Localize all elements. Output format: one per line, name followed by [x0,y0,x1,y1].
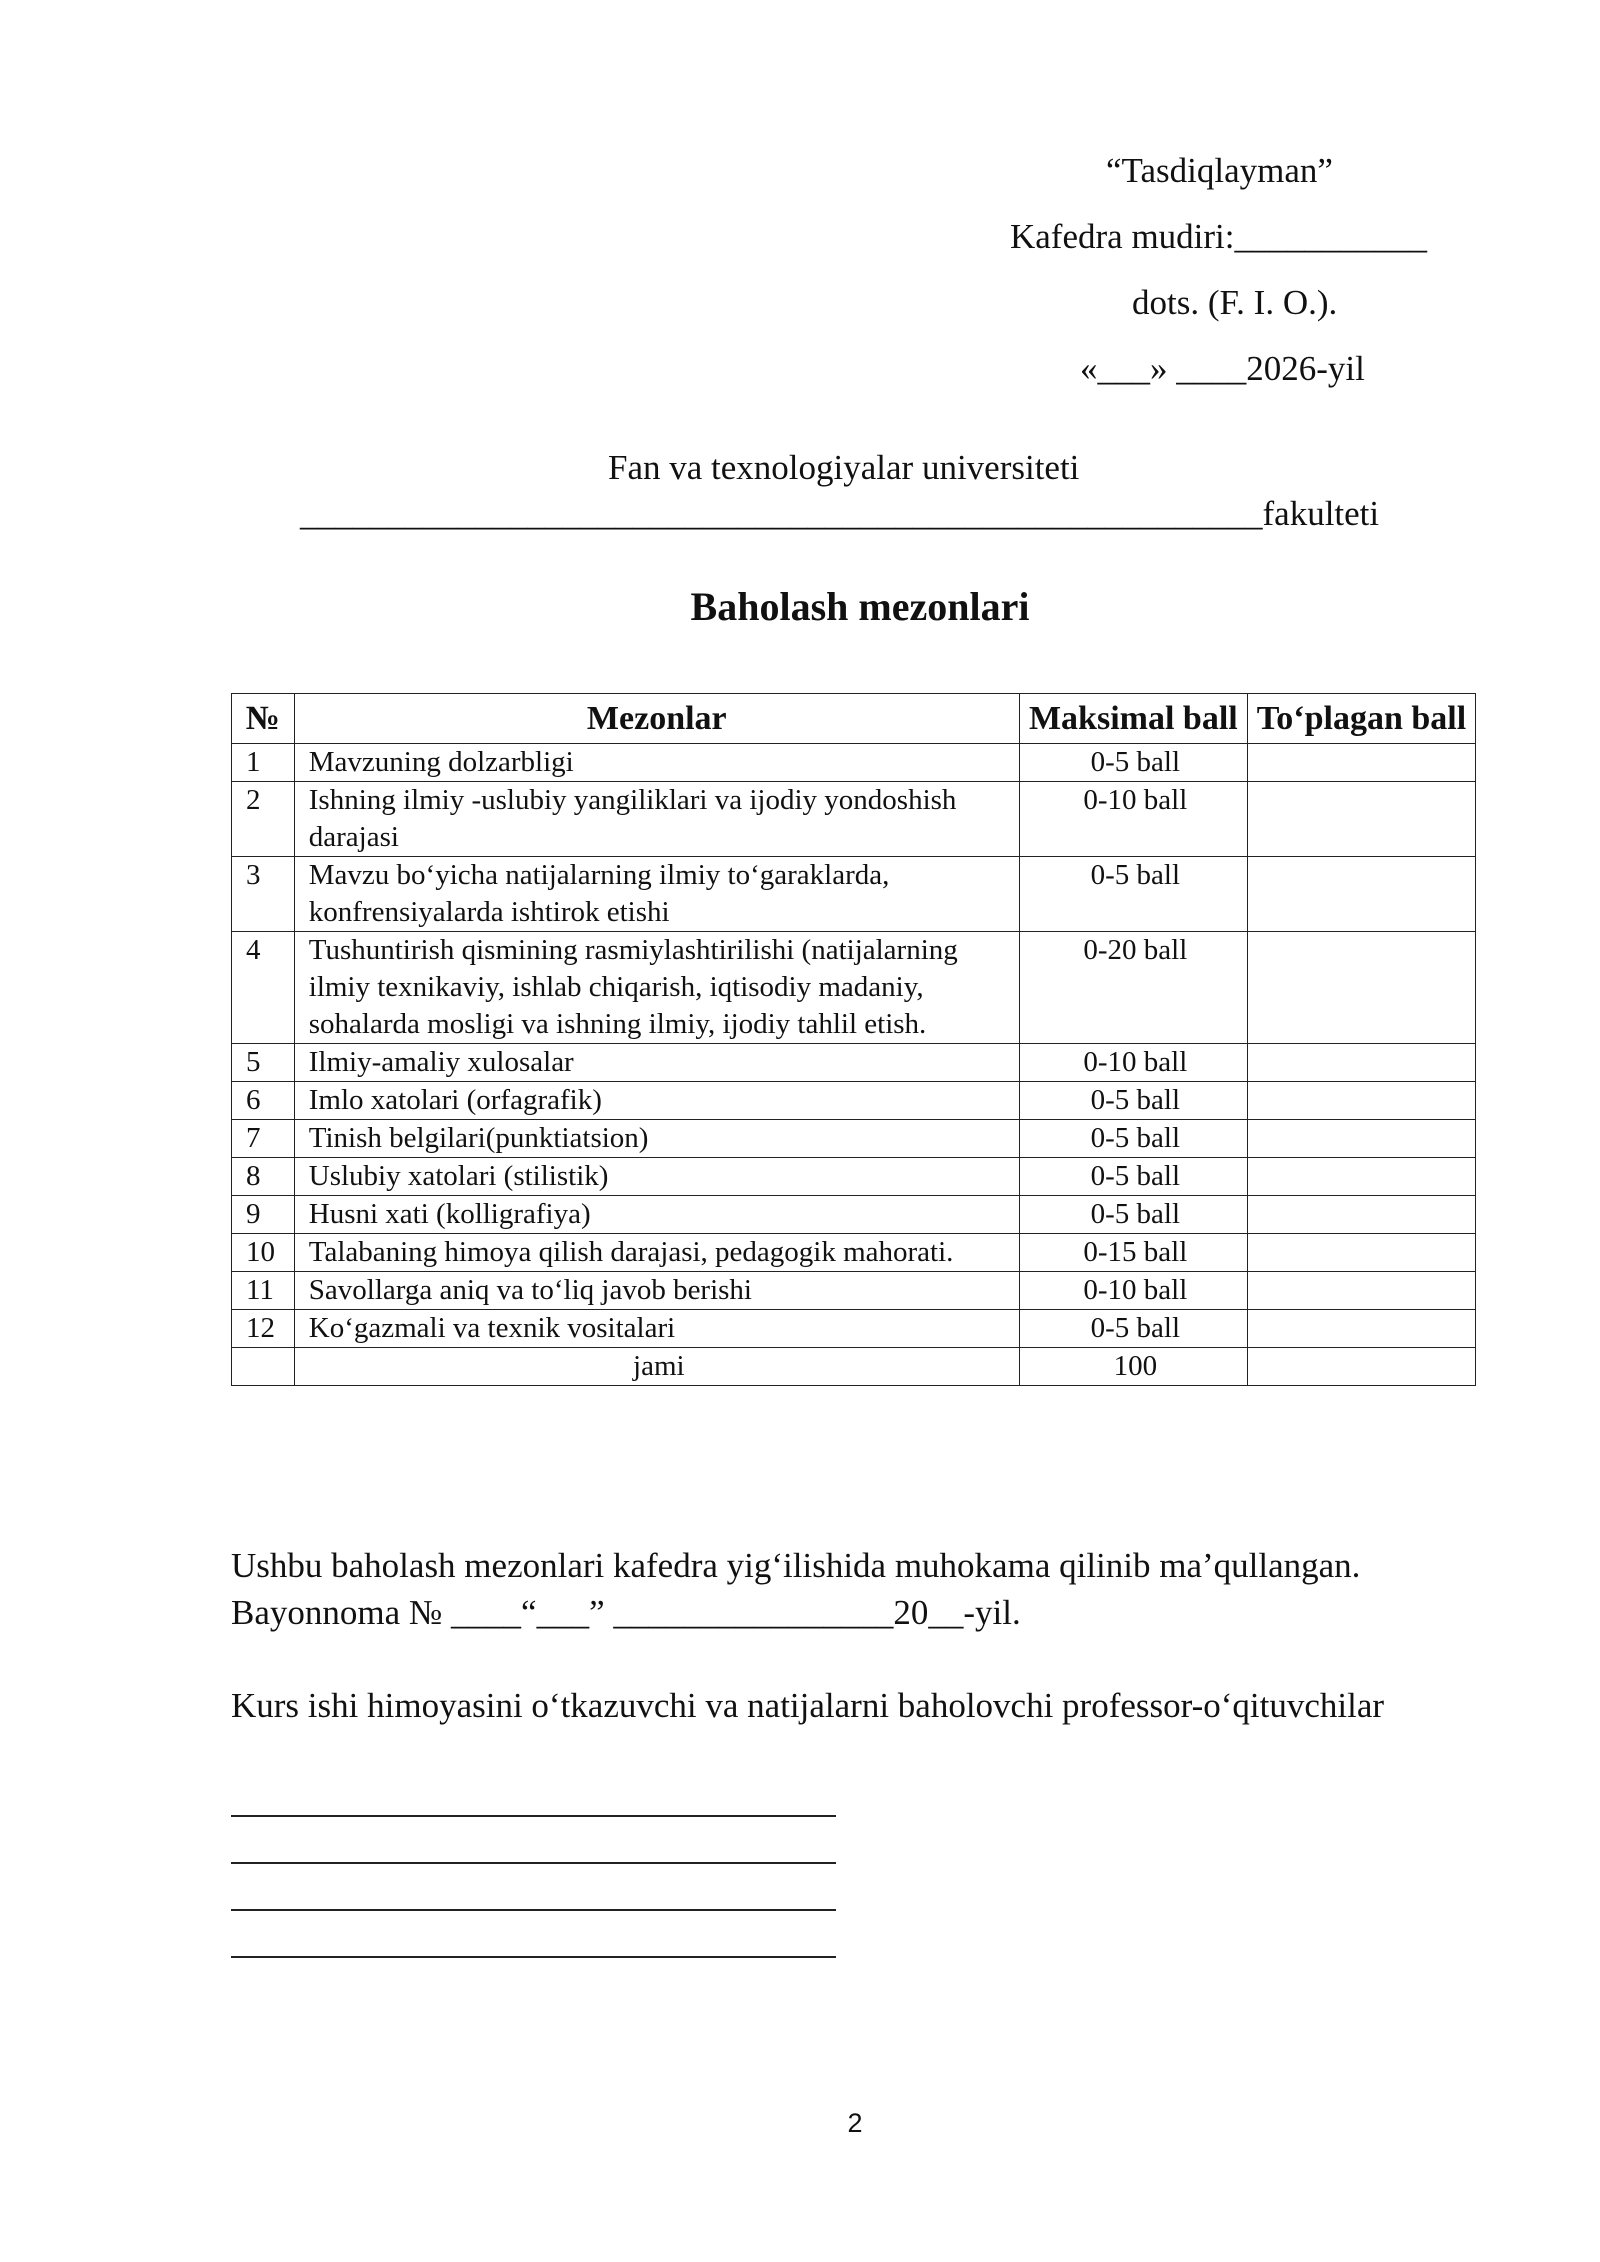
header-max-score: Maksimal ball [1019,694,1247,744]
row-number: 9 [232,1196,295,1234]
total-number [232,1348,295,1386]
row-earned-score [1247,932,1475,1044]
total-max-score: 100 [1019,1348,1247,1386]
header-earned-score: To‘plagan ball [1247,694,1475,744]
page-title: Baholash mezonlari [690,584,1030,629]
row-criteria: Ko‘gazmali va texnik vositalari [294,1310,1019,1348]
row-earned-score [1247,1120,1475,1158]
table-row [232,1196,1476,1234]
row-criteria: Imlo xatolari (orfagrafik) [294,1082,1019,1120]
table-row [232,1044,1476,1082]
row-criteria: Tushuntirish qismining rasmiylashtirilishi (natijalarning ilmiy texnikaviy, ishlab chiqarish, iqtisodiy madaniy, sohalarda mosligi va ishning ilmiy, ijodiy tahlil etish. [294,932,1019,1044]
row-earned-score [1247,857,1475,932]
row-max-score: 0-15 ball [1019,1234,1247,1272]
row-criteria: Talabaning himoya qilish darajasi, pedagogik mahorati. [294,1234,1019,1272]
row-max-score: 0-10 ball [1019,1272,1247,1310]
row-number: 7 [232,1120,295,1158]
table-row [232,1120,1476,1158]
row-earned-score [1247,1310,1475,1348]
total-label: jami [294,1348,1019,1386]
table-row [232,744,1476,782]
signature-line [231,1864,836,1911]
faculty-line: _______________________________________________________fakulteti [300,494,1380,533]
signature-lines [231,1770,836,1958]
header-criteria: Mezonlar [294,694,1019,744]
row-earned-score [1247,1044,1475,1082]
row-max-score: 0-5 ball [1019,744,1247,782]
page-number: 2 [847,2108,863,2138]
row-earned-score [1247,744,1475,782]
signature-line [231,1770,836,1817]
row-max-score: 0-5 ball [1019,1158,1247,1196]
row-max-score: 0-5 ball [1019,1310,1247,1348]
table-row [232,1082,1476,1120]
row-earned-score [1247,1234,1475,1272]
row-criteria: Uslubiy xatolari (stilistik) [294,1158,1019,1196]
row-criteria: Tinish belgilari(punktiatsion) [294,1120,1019,1158]
table-row [232,782,1476,857]
row-earned-score [1247,1158,1475,1196]
university-name: Fan va texnologiyalar universiteti [608,448,1080,487]
table-row [232,857,1476,932]
row-number: 5 [232,1044,295,1082]
row-earned-score [1247,1082,1475,1120]
table-row [232,1272,1476,1310]
table-row [232,932,1476,1044]
row-number: 10 [232,1234,295,1272]
row-criteria: Husni xati (kolligrafiya) [294,1196,1019,1234]
row-criteria: Savollarga aniq va to‘liq javob berishi [294,1272,1019,1310]
row-criteria: Ilmiy-amaliy xulosalar [294,1044,1019,1082]
row-number: 11 [232,1272,295,1310]
row-number: 8 [232,1158,295,1196]
table-row [232,1158,1476,1196]
row-earned-score [1247,1196,1475,1234]
row-max-score: 0-5 ball [1019,1196,1247,1234]
approval-note-text: Ushbu baholash mezonlari kafedra yig‘ilishida muhokama qilinib ma’qullangan. [231,1546,1361,1585]
department-head-line: Kafedra mudiri:___________ [1010,217,1427,256]
table-row [232,1310,1476,1348]
header-no: № [232,694,295,744]
docent-name-line: dots. (F. I. O.). [1132,283,1338,322]
criteria-table [231,693,1476,1386]
row-earned-score [1247,782,1475,857]
row-number: 1 [232,744,295,782]
total-earned-score [1247,1348,1475,1386]
approval-block [980,138,1540,402]
approval-date-line: «___» ____2026-yil [1080,349,1365,388]
signature-line [231,1911,836,1958]
row-earned-score [1247,1272,1475,1310]
row-max-score: 0-10 ball [1019,782,1247,857]
row-criteria: Mavzu bo‘yicha natijalarning ilmiy to‘garaklarda, konfrensiyalarda ishtirok etishi [294,857,1019,932]
row-max-score: 0-5 ball [1019,1082,1247,1120]
row-max-score: 0-5 ball [1019,1120,1247,1158]
row-criteria: Mavzuning dolzarbligi [294,744,1019,782]
total-row [232,1348,1476,1386]
signature-line [231,1817,836,1864]
teachers-heading: Kurs ishi himoyasini o‘tkazuvchi va natijalarni baholovchi professor-o‘qituvchilar [231,1686,1385,1725]
row-number: 2 [232,782,295,857]
approval-note [231,1542,1360,1636]
protocol-line: Bayonnoma № ____“___” ________________20__-yil. [231,1593,1021,1632]
row-max-score: 0-5 ball [1019,857,1247,932]
row-number: 12 [232,1310,295,1348]
table-row [232,1234,1476,1272]
row-max-score: 0-10 ball [1019,1044,1247,1082]
table-header-row [232,694,1476,744]
row-criteria: Ishning ilmiy -uslubiy yangiliklari va ijodiy yondoshish darajasi [294,782,1019,857]
approval-heading: “Tasdiqlayman” [1106,151,1333,190]
row-max-score: 0-20 ball [1019,932,1247,1044]
row-number: 6 [232,1082,295,1120]
row-number: 3 [232,857,295,932]
row-number: 4 [232,932,295,1044]
